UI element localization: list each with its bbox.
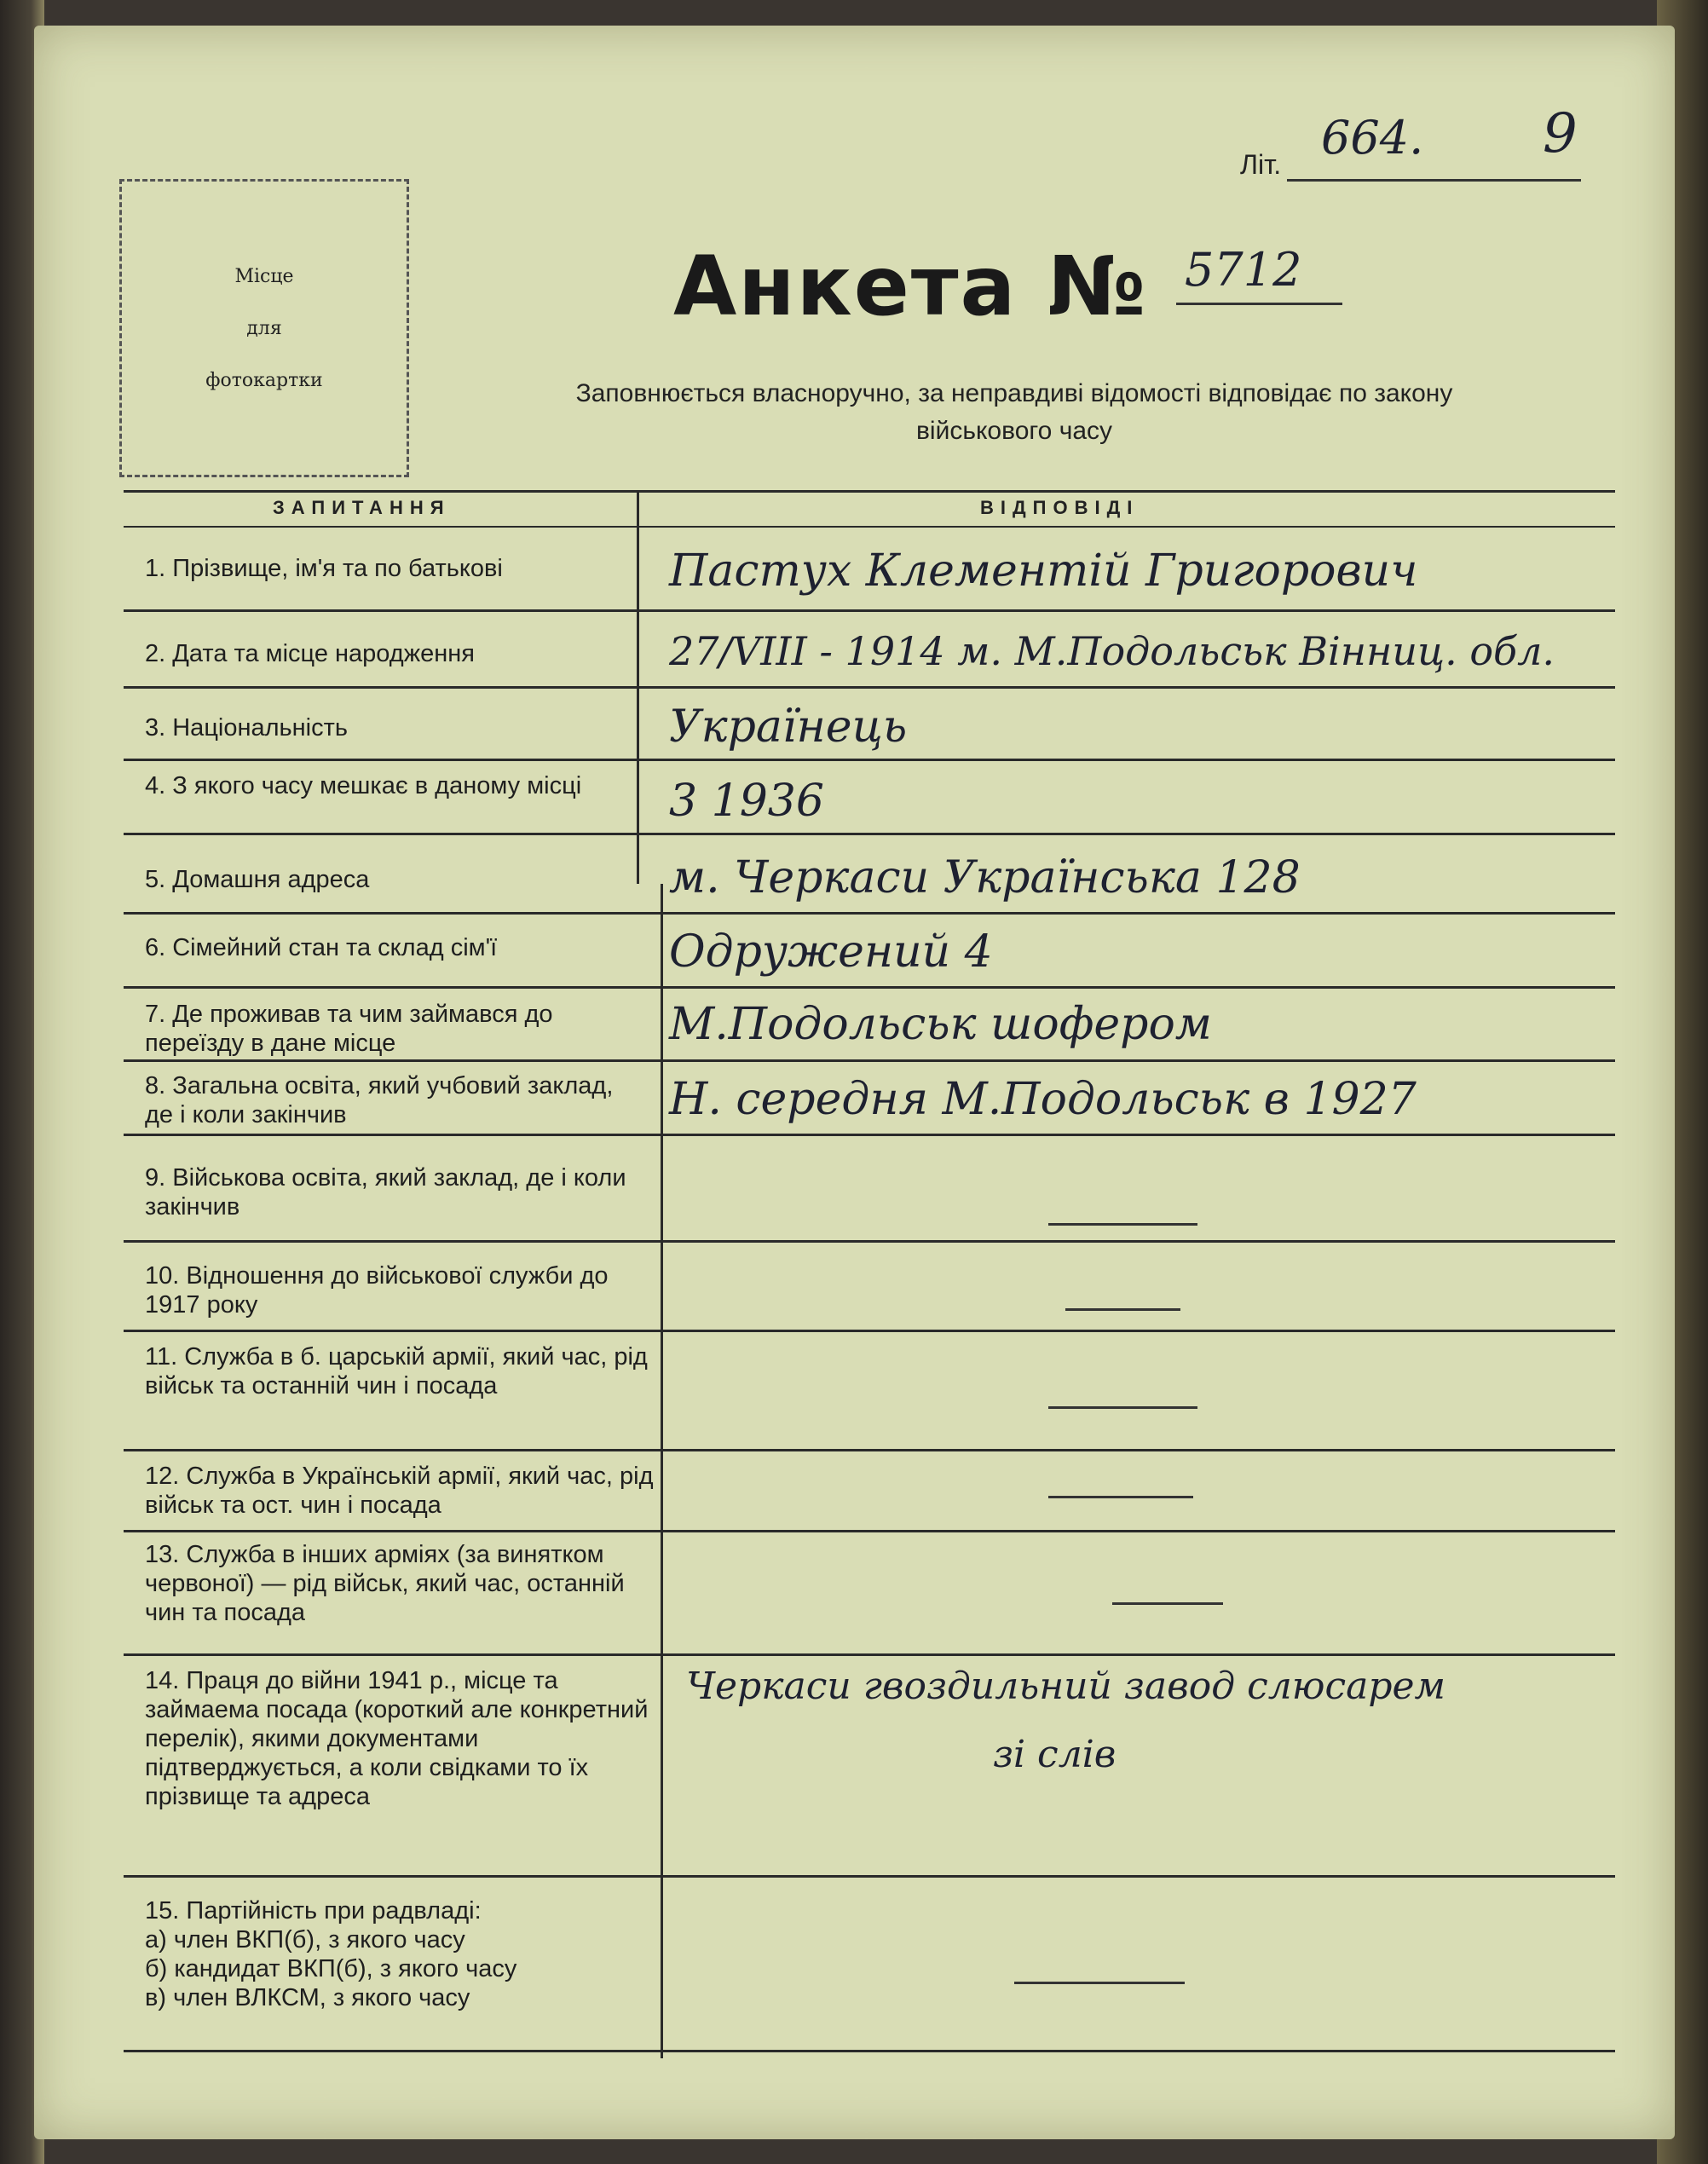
question-2: 2. Дата та місце народження xyxy=(145,640,475,667)
row-rule xyxy=(124,609,1615,612)
col-header-answers: ВІДПОВІДІ xyxy=(980,497,1140,518)
question-8: 8. Загальна освіта, який учбовий заклад, де і коли закінчив xyxy=(145,1072,614,1128)
question-15: 15. Партійність при радвладі: а) член ВКП(б), з якого часу б) кандидат ВКП(б), з якого часу в) член ВЛКСМ, з якого часу xyxy=(145,1897,517,2011)
question-13: 13. Служба в інших арміях (за винятком червоної) — рід військ, який час, останній чин та посада xyxy=(145,1541,625,1626)
question-7: 7. Де проживав та чим займався до переїзду в дане місце xyxy=(145,1001,553,1057)
row-rule xyxy=(124,986,1615,989)
row-rule xyxy=(124,759,1615,761)
form-number: 5712 xyxy=(1185,243,1302,297)
question-11: 11. Служба в б. царській армії, який час, рід військ та останній чин і посада xyxy=(145,1343,648,1399)
answer-3: Українець xyxy=(669,701,908,753)
answer-14: Черкаси гвоздильний завод слюсарем xyxy=(686,1665,1446,1708)
subtitle-line-2: військового часу xyxy=(915,417,1113,445)
question-10: 10. Відношення до військової служби до 1917 року xyxy=(145,1262,609,1319)
title-underline xyxy=(1176,303,1342,305)
blank-dash-9 xyxy=(1048,1223,1197,1226)
question-9: 9. Військова освіта, який заклад, де і коли закінчив xyxy=(145,1164,626,1220)
lit-label: Літ. xyxy=(1240,149,1282,180)
page-number: 9 xyxy=(1543,102,1578,165)
answer-8: Н. середня М.Подольськ в 1927 xyxy=(669,1074,1417,1125)
question-12: 12. Служба в Українській армії, який час, рід військ та ост. чин і посада xyxy=(145,1463,654,1519)
questionnaire-table xyxy=(124,490,1619,2058)
photo-placeholder xyxy=(119,179,409,477)
lit-value: 664. xyxy=(1321,111,1424,164)
row-rule xyxy=(124,1449,1615,1451)
subtitle-line-1: Заповнюється власноручно, за неправдиві відомості відповідає по закону xyxy=(575,379,1453,407)
answer-7: М.Подольськ шофером xyxy=(669,999,1212,1050)
col-divider-top xyxy=(637,526,639,884)
row-rule xyxy=(124,2050,1615,2052)
question-6: 6. Сімейний стан та склад сім'ї xyxy=(145,934,498,961)
row-rule xyxy=(124,1059,1615,1062)
question-1: 1. Прізвище, ім'я та по батькові xyxy=(145,555,503,582)
answer-2: 27/VIII - 1914 м. М.Подольськ Вінниц. обл. xyxy=(669,628,1555,674)
question-14: 14. Праця до війни 1941 р., місце та займаема посада (короткий але конкретний перелік), якими документами підтверджується, а коли свідками то їх прізвище та адреса xyxy=(145,1667,649,1810)
question-5: 5. Домашня адреса xyxy=(145,866,370,893)
row-rule xyxy=(124,1875,1615,1878)
header-divider xyxy=(637,490,639,526)
blank-dash-15 xyxy=(1014,1982,1185,1984)
row-rule xyxy=(124,1330,1615,1332)
row-rule xyxy=(124,1240,1615,1243)
row-rule xyxy=(124,686,1615,689)
questionnaire-page xyxy=(34,26,1675,2139)
blank-dash-13 xyxy=(1112,1602,1223,1605)
subtitle xyxy=(443,375,1585,450)
question-4: 4. З якого часу мешкає в даному місці xyxy=(145,772,582,799)
page-title: Анкета № xyxy=(673,239,1148,334)
photo-label-3: фотокартки xyxy=(205,369,323,391)
row-rule xyxy=(124,833,1615,835)
answer-6: Одружений 4 xyxy=(669,926,993,978)
table-top-rule xyxy=(124,490,1615,493)
answer-4: 3 1936 xyxy=(669,776,824,827)
row-rule xyxy=(124,1530,1615,1532)
row-rule xyxy=(124,1653,1615,1656)
row-rule xyxy=(124,912,1615,915)
photo-label-1: Місце xyxy=(234,265,294,287)
blank-dash-10 xyxy=(1065,1308,1180,1311)
lit-underline xyxy=(1287,179,1581,182)
blank-dash-12 xyxy=(1048,1496,1193,1498)
question-3: 3. Національність xyxy=(145,714,349,742)
col-header-questions: ЗАПИТАННЯ xyxy=(273,497,451,518)
answer-14-note: зі слів xyxy=(993,1733,1117,1776)
answer-5: м. Черкаси Українська 128 xyxy=(669,852,1301,903)
blank-dash-11 xyxy=(1048,1406,1197,1409)
row-rule xyxy=(124,1134,1615,1136)
header-rule xyxy=(124,526,1615,528)
photo-label-2: для xyxy=(246,317,282,339)
answer-1: Пастух Клементій Григорович xyxy=(669,545,1418,597)
